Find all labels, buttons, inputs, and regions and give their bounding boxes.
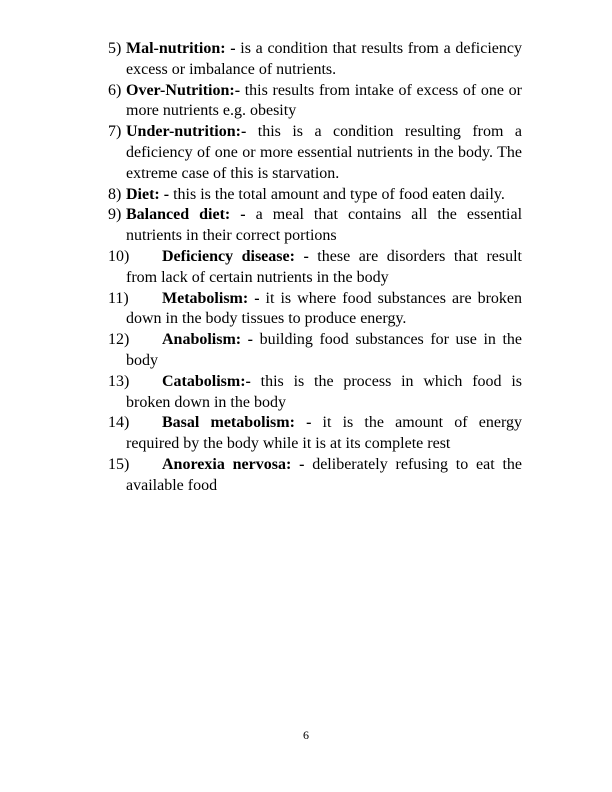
- item-number: 8): [108, 185, 122, 203]
- list-item: [108, 455, 522, 497]
- list-item: [108, 81, 522, 123]
- item-text: these are disorders that result from lack of certain nutrients in the body: [126, 247, 522, 286]
- item-number: 6): [108, 81, 122, 99]
- item-term: Anorexia nervosa: -: [162, 455, 305, 473]
- item-text: it is the amount of energy required by the body while it is at its complete rest: [126, 414, 522, 453]
- item-number: 13): [108, 372, 130, 390]
- item-text: it is where food substances are broken down in the body tissues to produce energy.: [126, 289, 522, 328]
- item-number: 10): [108, 247, 130, 265]
- item-term: Deficiency disease: -: [162, 247, 309, 265]
- item-term: Diet: -: [126, 185, 170, 203]
- item-number: 15): [108, 455, 130, 473]
- item-number: 14): [108, 414, 130, 432]
- item-text: deliberately refusing to eat the available food: [126, 455, 522, 494]
- item-text: this is the total amount and type of food eaten daily.: [169, 185, 505, 203]
- item-text: this is the process in which food is broken down in the body: [126, 372, 522, 411]
- list-item: [108, 39, 522, 81]
- item-term: Anabolism: -: [162, 331, 254, 349]
- item-text: this is a condition resulting from a deficiency of one or more essential nutrients in the body. The extreme case of this is starvation.: [126, 123, 522, 182]
- list-item: [108, 247, 522, 289]
- item-term: Metabolism: -: [162, 289, 260, 307]
- list-item: [108, 122, 522, 184]
- item-number: 12): [108, 331, 130, 349]
- item-number: 11): [108, 289, 129, 307]
- list-item: [108, 372, 522, 414]
- list-item: [108, 413, 522, 455]
- item-number: 5): [108, 40, 122, 57]
- item-term: Balanced diet: -: [126, 206, 246, 224]
- definitions-list: [108, 39, 522, 497]
- item-term: Basal metabolism: -: [162, 414, 312, 432]
- list-item: [108, 289, 522, 331]
- item-number: 9): [108, 206, 122, 224]
- item-text: a meal that contains all the essential nutrients in their correct portions: [126, 206, 523, 245]
- page-number: 6: [303, 728, 309, 742]
- list-item: [108, 330, 522, 372]
- list-item: [108, 185, 522, 206]
- item-term: Catabolism:-: [162, 372, 251, 390]
- item-text: is a condition that results from a deficiency excess or imbalance of nutrients.: [126, 40, 522, 78]
- item-term: Over-Nutrition:-: [126, 81, 241, 99]
- item-term: Under-nutrition:-: [126, 123, 247, 141]
- item-text: building food substances for use in the body: [126, 331, 522, 369]
- list-item: [108, 205, 522, 247]
- item-number: 7): [108, 123, 122, 141]
- item-text: this results from intake of excess of one or more nutrients e.g. obesity: [126, 81, 522, 120]
- item-term: Mal-nutrition: -: [126, 40, 236, 57]
